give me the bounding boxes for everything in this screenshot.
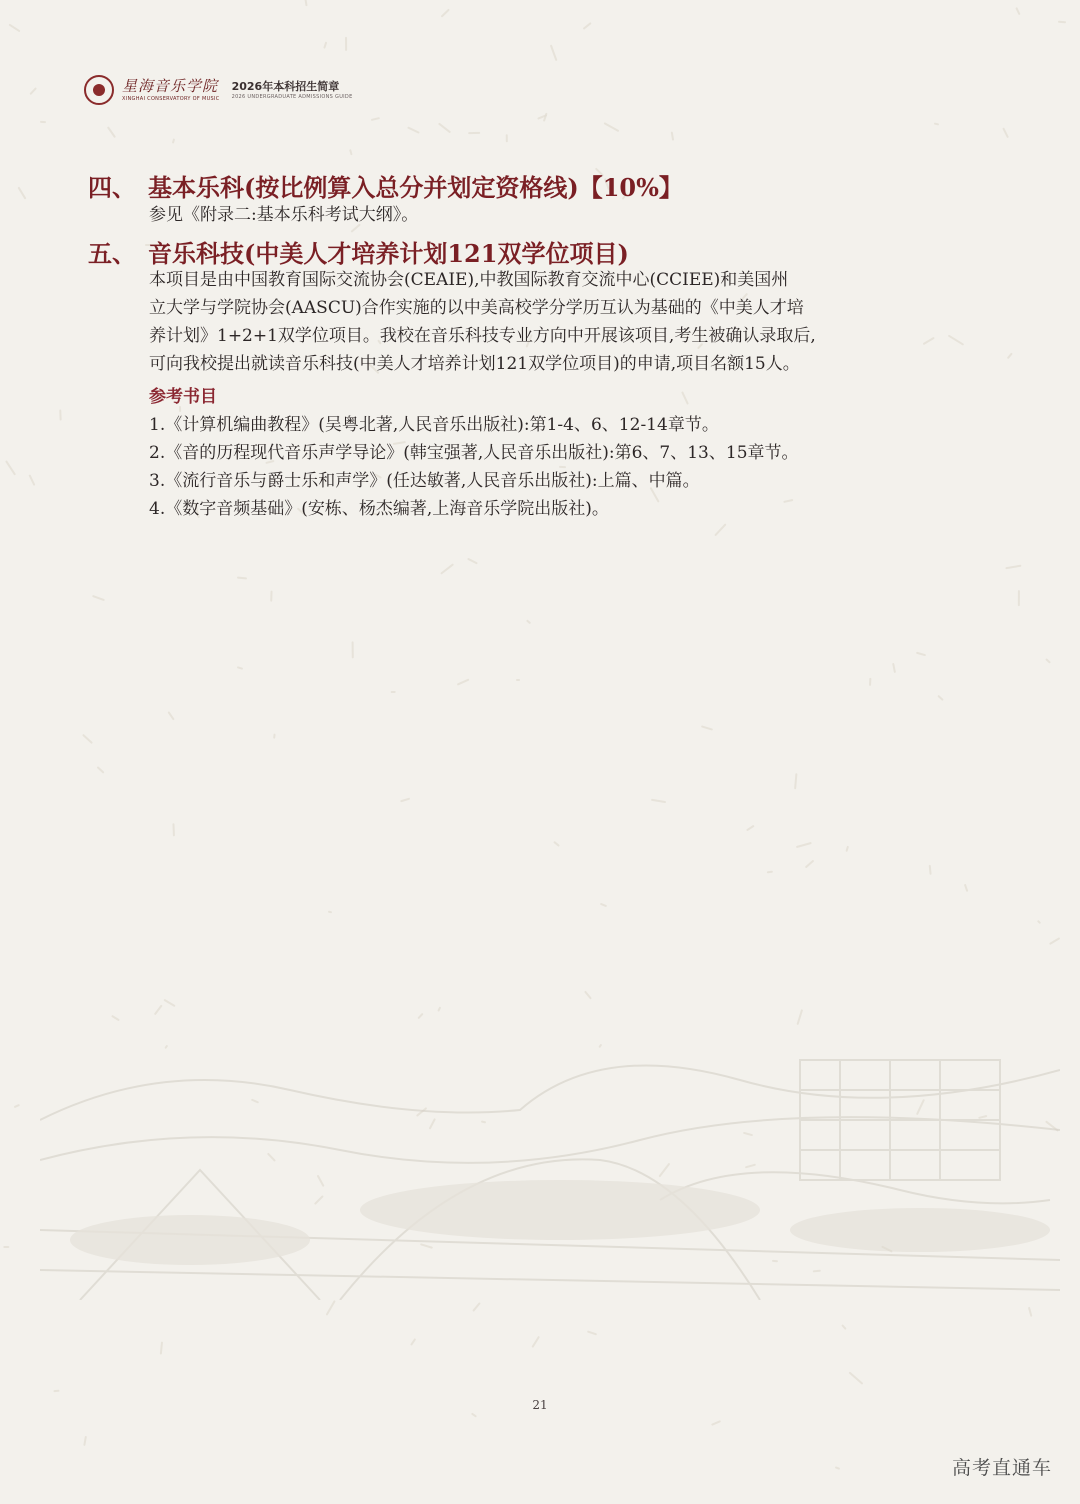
paper-fiber [371, 117, 380, 121]
paper-fiber [400, 798, 410, 803]
paper-fiber [584, 991, 592, 1000]
paragraph-line: 可向我校提出就读音乐科技(中美人才培养计划121双学位项目)的申请,项目名额15人。 [149, 354, 800, 374]
paper-fiber [107, 126, 116, 138]
paper-fiber [553, 841, 560, 847]
paper-fiber [794, 774, 797, 790]
paper-fiber [701, 725, 713, 730]
section-5-body [149, 266, 949, 523]
paper-fiber [948, 334, 964, 345]
paper-fiber [352, 641, 354, 658]
paper-fiber [30, 87, 37, 95]
guide-title-block [232, 81, 353, 100]
paper-fiber [671, 132, 674, 141]
paper-fiber [458, 679, 470, 686]
paper-fiber [440, 9, 449, 18]
paper-fiber [1058, 21, 1066, 24]
paper-fiber [505, 134, 507, 142]
paper-fiber [407, 126, 419, 133]
paper-fiber [440, 563, 454, 574]
paper-fiber [28, 474, 35, 485]
paper-fiber [237, 577, 247, 580]
paper-fiber [1050, 937, 1061, 945]
paper-fiber [82, 734, 93, 744]
paper-fiber [40, 121, 46, 123]
paper-fiber [53, 1390, 60, 1393]
paper-fiber [928, 865, 931, 876]
paper-fiber [18, 187, 27, 200]
school-name-cn: 星海音乐学院 [122, 76, 219, 95]
paper-fiber [526, 619, 531, 624]
paragraph-line: 本项目是由中国教育国际交流协会(CEAIE),中教国际教育交流中心(CCIEE)和美国州 [149, 270, 789, 290]
paper-fiber [1002, 128, 1009, 139]
paper-fiber [892, 663, 896, 673]
references-heading: 参考书目 [149, 387, 217, 407]
paper-fiber [160, 1341, 163, 1354]
paper-fiber [531, 1336, 540, 1348]
reference-item: 2.《音的历程现代音乐声学导论》(韩宝强著,人民音乐出版社):第6、7、13、15章节。 [149, 443, 799, 463]
campus-sketch-illustration [40, 1000, 1060, 1300]
paper-fiber [83, 1435, 87, 1445]
paper-fiber [1037, 920, 1041, 924]
paper-fiber [587, 1331, 597, 1336]
paper-fiber [964, 884, 969, 892]
paper-fiber [5, 461, 16, 477]
paper-fiber [934, 122, 939, 125]
paper-fiber [711, 1420, 721, 1426]
watermark-text: 高考直通车 [951, 1457, 1052, 1479]
paper-fiber [237, 666, 243, 670]
paper-fiber [841, 1325, 846, 1331]
paragraph-line: 养计划》1+2+1双学位项目。我校在音乐科技专业方向中开展该项目,考生被确认录取后, [149, 326, 816, 346]
paper-fiber [13, 1104, 19, 1108]
paper-fiber [848, 1372, 862, 1385]
guide-subtitle: 2026 UNDERGRADUATE ADMISSIONS GUIDE [231, 93, 353, 100]
section-4-text: 参见《附录二:基本乐科考试大纲》。 [149, 205, 419, 225]
paper-fiber [59, 409, 61, 420]
paper-fiber [516, 679, 520, 681]
paper-fiber [550, 45, 558, 62]
section-5-paragraph [149, 266, 949, 378]
paper-fiber [167, 711, 175, 721]
paper-fiber [468, 132, 480, 134]
paper-fiber [1005, 564, 1022, 569]
paper-fiber [1006, 353, 1012, 360]
paper-fiber [937, 694, 944, 700]
page-number: 21 [532, 1398, 548, 1412]
reference-item: 3.《流行音乐与爵士乐和声学》(任达敏著,人民音乐出版社):上篇、中篇。 [149, 471, 700, 491]
paragraph-line: 立大学与学院协会(AASCU)合作实施的以中美高校学分学历互认为基础的《中美人才培 [149, 298, 804, 318]
paper-fiber [3, 1246, 9, 1248]
paper-fiber [1045, 658, 1051, 664]
paper-fiber [438, 123, 451, 134]
paper-fiber [304, 0, 307, 6]
paper-fiber [767, 870, 773, 873]
section-4-number: 四、 [88, 173, 136, 202]
paper-fiber [746, 825, 754, 832]
paper-fiber [472, 1302, 481, 1312]
paper-fiber [805, 859, 815, 868]
paper-fiber [651, 798, 667, 803]
guide-title: 2026年本科招生简章 [231, 79, 340, 93]
paper-fiber [583, 22, 592, 30]
paper-fiber [345, 37, 347, 51]
reference-item: 4.《数字音频基础》(安栋、杨杰编著,上海音乐学院出版社)。 [149, 499, 609, 519]
paper-fiber [834, 1466, 839, 1469]
paper-fiber [9, 23, 21, 32]
paper-fiber [1028, 1307, 1033, 1318]
section-5-number: 五、 [88, 239, 136, 268]
school-seal-icon [84, 75, 114, 105]
paper-fiber [796, 842, 812, 848]
paper-fiber [1015, 7, 1020, 15]
paper-fiber [467, 558, 477, 565]
paper-fiber [273, 734, 275, 739]
school-name-en: XINGHAI CONSERVATORY OF MUSIC [122, 95, 220, 102]
section-5-heading [88, 234, 629, 269]
paper-fiber [270, 591, 272, 602]
paper-fiber [603, 122, 618, 132]
paper-fiber [172, 139, 175, 144]
page-header [84, 72, 353, 108]
paper-fiber [714, 523, 727, 536]
paper-fiber [1018, 591, 1020, 607]
section-4-title: 基本乐科(按比例算入总分并划定资格线)【10%】 [148, 173, 683, 202]
paper-fiber [349, 149, 352, 155]
school-logo [122, 76, 220, 102]
paper-fiber [173, 824, 176, 837]
paper-fiber [325, 1300, 335, 1316]
paper-fiber [410, 1338, 416, 1346]
paper-fiber [391, 691, 396, 693]
paper-fiber [599, 903, 606, 907]
reference-item: 1.《计算机编曲教程》(吴粤北著,人民音乐出版社):第1-4、6、12-14章节。 [149, 415, 719, 435]
paper-fiber [845, 846, 849, 853]
paper-fiber [96, 766, 104, 774]
paper-fiber [328, 911, 333, 914]
paper-fiber [869, 678, 871, 686]
paper-fiber [471, 1413, 477, 1418]
paper-fiber [92, 595, 105, 601]
paper-fiber [916, 652, 926, 657]
section-5-title: 音乐科技(中美人才培养计划121双学位项目) [148, 239, 629, 268]
section-4-heading [88, 168, 683, 203]
paper-fiber [324, 41, 328, 48]
